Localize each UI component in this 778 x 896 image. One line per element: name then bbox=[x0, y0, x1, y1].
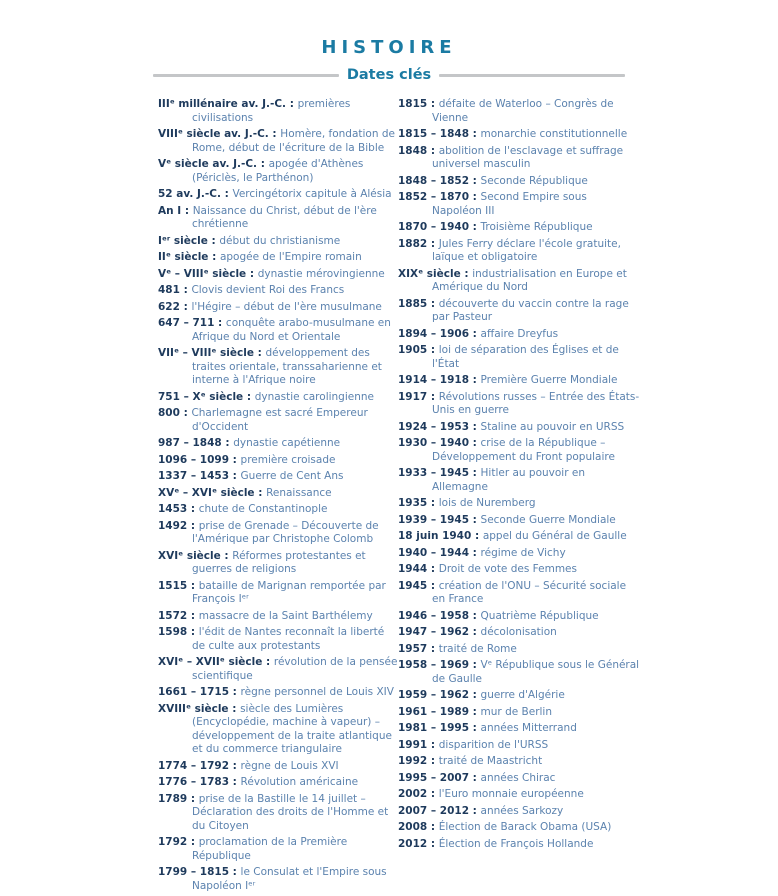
entry-date: VIIᵉ – VIIIᵉ siècle bbox=[158, 347, 254, 359]
timeline-entry bbox=[398, 98, 640, 125]
entry-date: 1789 bbox=[158, 792, 188, 805]
entry-description: industrialisation en Europe et Amérique du Nord bbox=[432, 267, 627, 293]
entry-date: 1946 – 1958 bbox=[398, 609, 470, 622]
entry-date: 1995 – 2007 bbox=[398, 771, 470, 784]
entry-description: Élection de Barack Obama (USA) bbox=[438, 821, 612, 833]
entry-description: siècle des Lumières (Encyclopédie, machine à vapeur) – développement de la traite atlantique et du commerce triangulaire bbox=[192, 702, 392, 755]
entry-description: Quatrième République bbox=[480, 609, 599, 622]
entry-separator: : bbox=[469, 771, 481, 784]
entry-date: XVIᵉ – XVIIᵉ siècle bbox=[158, 656, 263, 668]
entry-description: Naissance du Christ, début de l'ère chrétienne bbox=[192, 204, 377, 230]
timeline-entry bbox=[158, 656, 398, 683]
entry-separator: : bbox=[208, 251, 220, 263]
timeline-entry bbox=[398, 805, 640, 819]
entry-date: XVᵉ – XVIᵉ siècle bbox=[158, 486, 255, 499]
entry-description: l'Hégire – début de l'ère musulmane bbox=[191, 300, 382, 313]
timeline-entry bbox=[158, 487, 398, 501]
entry-date: 987 – 1848 bbox=[158, 437, 222, 449]
entry-date: 1799 – 1815 bbox=[158, 866, 230, 878]
entry-separator: : bbox=[228, 702, 241, 715]
entry-separator: : bbox=[427, 344, 439, 356]
timeline-entry bbox=[158, 550, 398, 577]
entry-separator: : bbox=[427, 642, 439, 655]
page-title: HISTOIRE bbox=[321, 37, 457, 58]
entry-separator: : bbox=[469, 467, 481, 479]
timeline-entry bbox=[158, 317, 398, 344]
timeline-entry bbox=[158, 251, 398, 265]
subtitle-row bbox=[153, 66, 625, 84]
timeline-entry bbox=[398, 547, 640, 561]
entry-date: 1572 bbox=[158, 609, 188, 622]
entry-description: Réformes protestantes et guerres de religions bbox=[192, 549, 366, 575]
entry-separator: : bbox=[257, 158, 269, 170]
entry-date: Vᵉ siècle av. J.-C. bbox=[158, 158, 258, 170]
entry-description: régime de Vichy bbox=[480, 546, 566, 559]
entry-description: crise de la République – Développement du Front populaire bbox=[432, 437, 615, 463]
timeline-entry bbox=[398, 391, 640, 418]
entry-separator: : bbox=[207, 234, 220, 247]
entry-separator: : bbox=[469, 437, 481, 449]
timeline-entry bbox=[398, 626, 640, 640]
entry-description: apogée de l'Empire romain bbox=[219, 251, 362, 263]
entry-description: proclamation de la Première République bbox=[192, 836, 348, 862]
entry-separator: : bbox=[286, 98, 298, 110]
timeline-entry bbox=[158, 347, 398, 388]
entry-description: années Sarkozy bbox=[480, 804, 564, 817]
timeline-entry bbox=[398, 437, 640, 464]
entry-separator: : bbox=[214, 317, 226, 329]
entry-description: mur de Berlin bbox=[480, 705, 553, 718]
entry-date: 622 bbox=[158, 300, 180, 313]
entry-separator: : bbox=[427, 297, 439, 310]
entry-description: Vercingétorix capitule à Alésia bbox=[232, 188, 392, 200]
entry-separator: : bbox=[469, 327, 481, 340]
timeline-entry bbox=[158, 437, 398, 451]
entry-description: années Mitterrand bbox=[480, 722, 577, 734]
entry-date: 1815 bbox=[398, 98, 428, 110]
timeline-entry bbox=[398, 298, 640, 325]
entry-separator: : bbox=[220, 188, 233, 200]
entry-separator: : bbox=[469, 626, 481, 638]
timeline-entry bbox=[158, 703, 398, 757]
timeline-entry bbox=[158, 760, 398, 774]
entry-description: Seconde République bbox=[480, 174, 588, 187]
entry-description: Troisième République bbox=[480, 221, 593, 233]
entry-date: 1933 – 1945 bbox=[398, 467, 470, 479]
page-subtitle: Dates clés bbox=[346, 67, 432, 83]
timeline-entry bbox=[158, 98, 398, 125]
entry-date: 1882 bbox=[398, 237, 428, 250]
entry-separator: : bbox=[187, 792, 199, 805]
entry-separator: : bbox=[427, 738, 439, 751]
entry-description: prise de la Bastille le 14 juillet – Déclaration des droits de l'Homme et du Citoyen bbox=[192, 792, 389, 832]
timeline-entry bbox=[398, 221, 640, 235]
timeline-entry bbox=[158, 158, 398, 185]
entry-date: 2012 bbox=[398, 837, 428, 850]
entry-separator: : bbox=[427, 755, 439, 767]
entry-description: dynastie capétienne bbox=[233, 437, 341, 449]
timeline-entry bbox=[398, 689, 640, 703]
entry-separator: : bbox=[187, 609, 199, 622]
entry-date: 18 juin 1940 bbox=[398, 530, 472, 542]
entry-separator: : bbox=[179, 300, 192, 313]
entry-description: Révolutions russes – Entrée des États-Unis en guerre bbox=[432, 390, 640, 416]
timeline-entry bbox=[398, 421, 640, 435]
entry-separator: : bbox=[229, 453, 241, 466]
entry-date: 2007 – 2012 bbox=[398, 804, 470, 817]
entry-separator: : bbox=[229, 866, 241, 878]
entry-separator: : bbox=[262, 656, 274, 668]
timeline-entry bbox=[398, 838, 640, 852]
timeline-entry bbox=[398, 659, 640, 686]
timeline-entry bbox=[158, 776, 398, 790]
entry-date: 1870 – 1940 bbox=[398, 221, 470, 233]
entry-description: monarchie constitutionnelle bbox=[480, 128, 628, 140]
entry-date: 1914 – 1918 bbox=[398, 374, 470, 386]
entry-date: 1940 – 1944 bbox=[398, 546, 470, 559]
entry-description: prise de Grenade – Découverte de l'Amérique par Christophe Colomb bbox=[192, 519, 379, 545]
entry-description: Révolution américaine bbox=[240, 776, 359, 788]
timeline-entry bbox=[398, 191, 640, 218]
entry-date: 1852 – 1870 bbox=[398, 191, 470, 203]
entry-description: création de l'ONU – Sécurité sociale en France bbox=[432, 579, 627, 605]
timeline-entry bbox=[158, 454, 398, 468]
entry-date: 1905 bbox=[398, 344, 428, 356]
timeline-entry bbox=[158, 284, 398, 298]
entry-description: massacre de la Saint Barthélemy bbox=[198, 609, 373, 622]
timeline-entry bbox=[398, 643, 640, 657]
entry-description: première croisade bbox=[240, 453, 336, 466]
timeline-entry bbox=[158, 407, 398, 434]
entry-date: 1944 bbox=[398, 563, 428, 575]
entry-date: 1774 – 1792 bbox=[158, 759, 230, 772]
entry-date: 1776 – 1783 bbox=[158, 776, 230, 788]
entry-description: appel du Général de Gaulle bbox=[482, 530, 627, 542]
timeline-entry bbox=[158, 391, 398, 405]
entry-date: 751 – Xᵉ siècle bbox=[158, 390, 244, 403]
timeline-entry bbox=[398, 128, 640, 142]
entry-description: Homère, fondation de Rome, début de l'écriture de la Bible bbox=[192, 128, 395, 154]
timeline-entry bbox=[398, 145, 640, 172]
entry-description: bataille de Marignan remportée par François Iᵉʳ bbox=[192, 579, 386, 605]
entry-separator: : bbox=[469, 191, 481, 203]
entry-date: 1957 bbox=[398, 642, 428, 655]
entry-description: l'édit de Nantes reconnaît la liberté de culte aux protestants bbox=[192, 626, 385, 652]
timeline-entry bbox=[398, 268, 640, 295]
entry-description: Second Empire sous Napoléon III bbox=[432, 191, 587, 217]
timeline-entry bbox=[398, 580, 640, 607]
entry-separator: : bbox=[469, 221, 481, 233]
timeline-entry bbox=[158, 836, 398, 863]
entry-date: XIXᵉ siècle bbox=[398, 267, 461, 280]
entry-description: Première Guerre Mondiale bbox=[480, 374, 618, 386]
entry-separator: : bbox=[427, 497, 439, 509]
timeline-entry bbox=[158, 128, 398, 155]
timeline-entry bbox=[158, 793, 398, 834]
entry-date: 1939 – 1945 bbox=[398, 513, 470, 526]
timeline-entry bbox=[398, 563, 640, 577]
entry-separator: : bbox=[460, 267, 473, 280]
entry-separator: : bbox=[469, 128, 481, 140]
entry-description: disparition de l'URSS bbox=[438, 738, 549, 751]
entry-separator: : bbox=[427, 98, 439, 110]
entry-separator: : bbox=[469, 546, 481, 559]
timeline-entry bbox=[158, 205, 398, 232]
entry-description: Élection de François Hollande bbox=[438, 837, 594, 850]
entry-description: guerre d'Algérie bbox=[480, 689, 565, 701]
entry-separator: : bbox=[427, 821, 439, 833]
entry-date: XVIIIᵉ siècle bbox=[158, 702, 229, 715]
entry-description: début du christianisme bbox=[219, 234, 341, 247]
timeline-entry bbox=[398, 788, 640, 802]
timeline-entry bbox=[158, 301, 398, 315]
timeline-entry bbox=[398, 739, 640, 753]
timeline-entry bbox=[398, 238, 640, 265]
timeline-entry bbox=[398, 755, 640, 769]
entry-description: premières civilisations bbox=[192, 98, 351, 124]
entry-description: le Consulat et l'Empire sous Napoléon Iᵉʳ bbox=[192, 866, 387, 892]
entry-separator: : bbox=[469, 609, 481, 622]
timeline-column-left bbox=[158, 98, 398, 896]
timeline-entry bbox=[158, 268, 398, 282]
timeline-entry bbox=[158, 610, 398, 624]
timeline-entry bbox=[158, 470, 398, 484]
timeline-entry bbox=[398, 497, 640, 511]
entry-separator: : bbox=[268, 128, 281, 140]
entry-separator: : bbox=[253, 347, 266, 359]
entry-separator: : bbox=[469, 513, 481, 526]
subtitle-rule-right bbox=[439, 74, 625, 77]
entry-description: développement des traites orientale, transsaharienne et interne à l'Afrique noire bbox=[192, 347, 382, 386]
timeline-entry bbox=[158, 503, 398, 517]
entry-date: 1958 – 1969 bbox=[398, 659, 470, 671]
entry-date: 1924 – 1953 bbox=[398, 420, 470, 433]
entry-separator: : bbox=[179, 407, 192, 419]
page-header bbox=[0, 0, 778, 84]
entry-separator: : bbox=[246, 267, 258, 280]
entry-separator: : bbox=[229, 759, 241, 772]
timeline-entry bbox=[398, 344, 640, 371]
entry-description: chute de Constantinople bbox=[198, 503, 328, 515]
entry-description: découverte du vaccin contre la rage par Pasteur bbox=[432, 297, 629, 323]
entry-date: 1991 bbox=[398, 738, 428, 751]
entry-separator: : bbox=[187, 836, 199, 848]
timeline-entry bbox=[158, 866, 398, 893]
entry-date: IIIᵉ millénaire av. J.-C. bbox=[158, 98, 287, 110]
entry-description: années Chirac bbox=[480, 771, 556, 784]
entry-description: Renaissance bbox=[266, 486, 332, 499]
entry-date: 1959 – 1962 bbox=[398, 689, 470, 701]
entry-date: VIIIᵉ siècle av. J.-C. bbox=[158, 128, 269, 140]
entry-separator: : bbox=[469, 374, 481, 386]
entry-separator: : bbox=[427, 579, 439, 592]
entry-separator: : bbox=[243, 390, 255, 403]
timeline-entry bbox=[398, 175, 640, 189]
entry-separator: : bbox=[427, 390, 439, 403]
entry-description: Charlemagne est sacré Empereur d'Occident bbox=[191, 407, 368, 433]
entry-separator: : bbox=[181, 204, 193, 217]
entry-description: Vᵉ République sous le Général de Gaulle bbox=[432, 659, 640, 685]
timeline-entry bbox=[398, 514, 640, 528]
timeline-entry bbox=[398, 467, 640, 494]
entry-date: 800 bbox=[158, 407, 180, 419]
entry-date: 1848 bbox=[398, 144, 428, 157]
entry-description: Guerre de Cent Ans bbox=[240, 470, 344, 482]
entry-date: 52 av. J.-C. bbox=[158, 188, 221, 200]
entry-date: 1337 – 1453 bbox=[158, 470, 230, 482]
entry-separator: : bbox=[220, 549, 233, 562]
timeline-entry bbox=[398, 772, 640, 786]
entry-separator: : bbox=[427, 237, 439, 250]
entry-date: 1096 – 1099 bbox=[158, 453, 230, 466]
entry-description: Hitler au pouvoir en Allemagne bbox=[432, 467, 585, 493]
entry-separator: : bbox=[427, 788, 439, 800]
timeline-entry bbox=[158, 520, 398, 547]
entry-description: règne personnel de Louis XIV bbox=[240, 686, 394, 698]
timeline-entry bbox=[398, 530, 640, 544]
entry-date: 1945 bbox=[398, 579, 428, 592]
entry-separator: : bbox=[187, 503, 199, 515]
entry-date: Iᵉʳ siècle bbox=[158, 234, 208, 247]
entry-description: Jules Ferry déclare l'école gratuite, laïque et obligatoire bbox=[432, 237, 621, 263]
entry-separator: : bbox=[427, 837, 439, 850]
timeline-entry bbox=[158, 235, 398, 249]
entry-separator: : bbox=[221, 437, 234, 449]
entry-separator: : bbox=[469, 174, 481, 187]
entry-description: Droit de vote des Femmes bbox=[438, 563, 577, 575]
entry-description: Clovis devient Roi des Francs bbox=[191, 284, 345, 296]
entry-description: conquête arabo-musulmane en Afrique du Nord et Orientale bbox=[192, 317, 391, 343]
entry-date: 1917 bbox=[398, 390, 428, 403]
entry-date: 1894 – 1906 bbox=[398, 327, 470, 340]
entry-date: 1885 bbox=[398, 297, 428, 310]
entry-description: loi de séparation des Églises et de l'État bbox=[432, 344, 619, 370]
entry-date: 1598 bbox=[158, 626, 188, 638]
entry-date: 481 bbox=[158, 284, 180, 296]
entry-date: 1453 bbox=[158, 503, 188, 515]
entry-separator: : bbox=[187, 519, 199, 532]
entry-separator: : bbox=[469, 659, 481, 671]
timeline-entry bbox=[398, 821, 640, 835]
entry-description: apogée d'Athènes (Périclès, le Parthénon) bbox=[192, 158, 364, 184]
entry-date: 1947 – 1962 bbox=[398, 626, 470, 638]
entry-description: traité de Rome bbox=[438, 642, 517, 655]
entry-separator: : bbox=[179, 284, 192, 296]
entry-separator: : bbox=[229, 776, 241, 788]
entry-date: 2002 bbox=[398, 788, 428, 800]
entry-separator: : bbox=[187, 579, 199, 592]
entry-separator: : bbox=[187, 626, 199, 638]
timeline-entry bbox=[398, 722, 640, 736]
entry-description: révolution de la pensée scientifique bbox=[192, 656, 398, 682]
timeline-columns bbox=[158, 98, 640, 896]
entry-date: 1792 bbox=[158, 836, 188, 848]
entry-separator: : bbox=[469, 420, 481, 433]
entry-date: An I bbox=[158, 204, 182, 217]
entry-separator: : bbox=[254, 486, 267, 499]
entry-description: lois de Nuremberg bbox=[438, 497, 536, 509]
entry-description: traité de Maastricht bbox=[438, 755, 543, 767]
entry-separator: : bbox=[427, 144, 439, 157]
entry-separator: : bbox=[469, 705, 481, 718]
entry-separator: : bbox=[427, 563, 439, 575]
entry-date: 2008 bbox=[398, 821, 428, 833]
entry-date: 1815 – 1848 bbox=[398, 128, 470, 140]
entry-date: 1492 bbox=[158, 519, 188, 532]
entry-separator: : bbox=[229, 470, 241, 482]
entry-separator: : bbox=[469, 689, 481, 701]
entry-separator: : bbox=[469, 722, 481, 734]
entry-date: IIᵉ siècle bbox=[158, 251, 209, 263]
timeline-entry bbox=[158, 626, 398, 653]
timeline-entry bbox=[398, 328, 640, 342]
entry-date: Vᵉ – VIIIᵉ siècle bbox=[158, 267, 247, 280]
timeline-entry bbox=[158, 686, 398, 700]
entry-date: 1661 – 1715 bbox=[158, 686, 230, 698]
entry-date: 647 – 711 bbox=[158, 317, 215, 329]
entry-date: 1992 bbox=[398, 755, 428, 767]
entry-description: l'Euro monnaie européenne bbox=[438, 788, 584, 800]
timeline-entry bbox=[158, 580, 398, 607]
timeline-column-right bbox=[398, 98, 640, 854]
entry-separator: : bbox=[471, 530, 483, 542]
entry-description: défaite de Waterloo – Congrès de Vienne bbox=[432, 98, 614, 124]
entry-separator: : bbox=[229, 686, 241, 698]
entry-description: affaire Dreyfus bbox=[480, 327, 559, 340]
entry-date: XVIᵉ siècle bbox=[158, 549, 221, 562]
entry-description: Staline au pouvoir en URSS bbox=[480, 420, 625, 433]
entry-description: dynastie carolingienne bbox=[254, 390, 374, 403]
entry-description: Seconde Guerre Mondiale bbox=[480, 513, 616, 526]
entry-date: 1935 bbox=[398, 497, 428, 509]
timeline-entry bbox=[398, 374, 640, 388]
timeline-entry bbox=[398, 706, 640, 720]
entry-date: 1961 – 1989 bbox=[398, 705, 470, 718]
subtitle-rule-left bbox=[153, 74, 339, 77]
entry-description: abolition de l'esclavage et suffrage universel masculin bbox=[432, 144, 624, 170]
entry-date: 1848 – 1852 bbox=[398, 174, 470, 187]
entry-date: 1981 – 1995 bbox=[398, 722, 470, 734]
entry-description: dynastie mérovingienne bbox=[257, 267, 385, 280]
entry-separator: : bbox=[469, 804, 481, 817]
timeline-entry bbox=[398, 610, 640, 624]
entry-description: décolonisation bbox=[480, 626, 557, 638]
entry-date: 1930 – 1940 bbox=[398, 437, 470, 449]
entry-date: 1515 bbox=[158, 579, 188, 592]
entry-description: règne de Louis XVI bbox=[240, 759, 339, 772]
timeline-entry bbox=[158, 188, 398, 202]
